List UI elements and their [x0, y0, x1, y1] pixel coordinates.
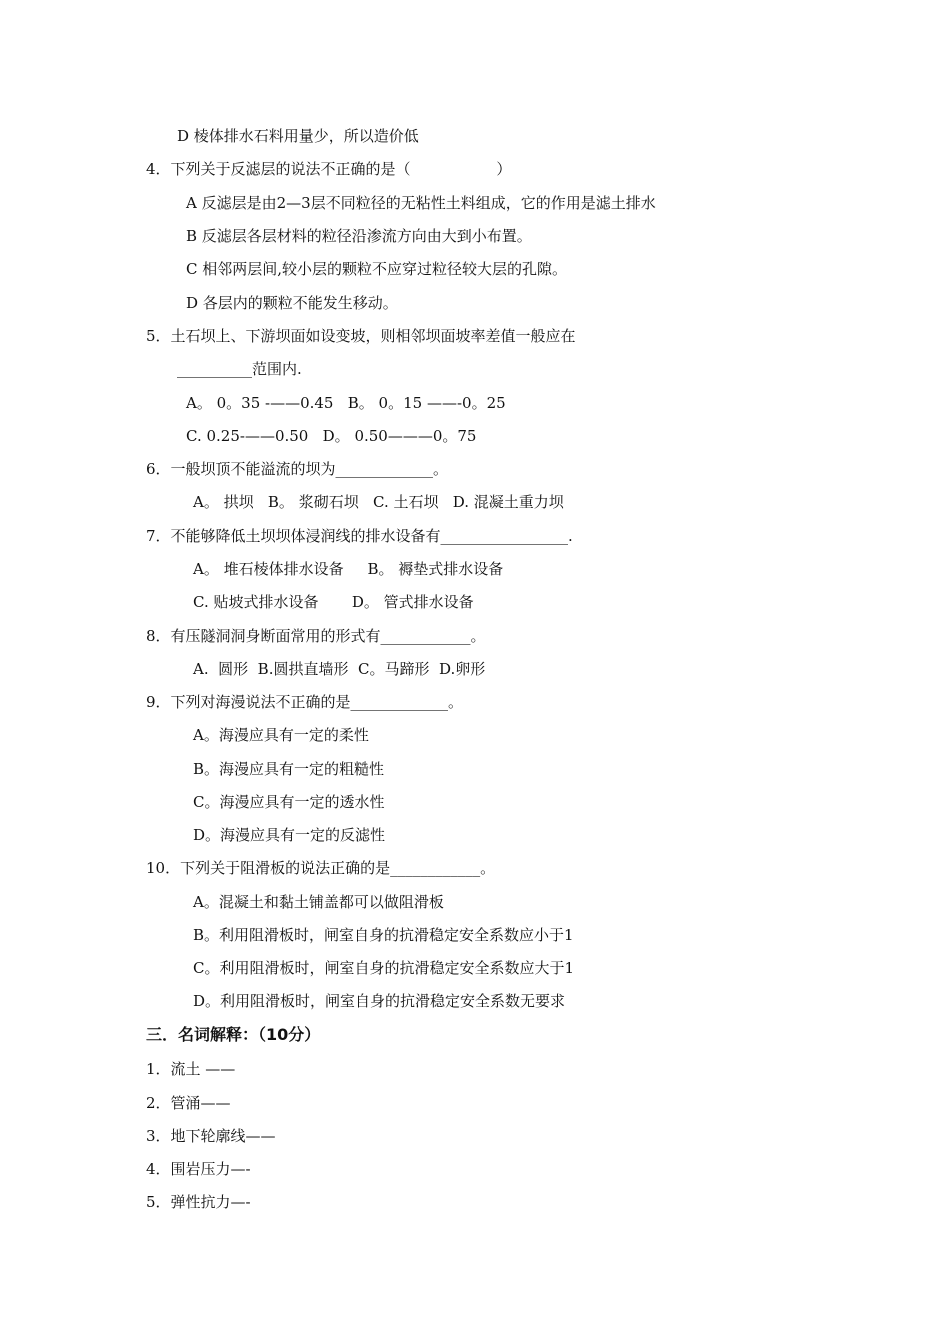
q5-options-cd: C. 0.25-——0.50 D。 0.50———0。75: [186, 427, 477, 445]
q5-options-ab: A。 0。35 -——0.45 B。 0。15 ——-0。25: [186, 394, 506, 412]
question-10: 10．下列关于阻滑板的说法正确的是____________。: [146, 859, 496, 877]
question-5-cont: __________范围内.: [177, 360, 302, 378]
term-3: 3．地下轮廓线——: [146, 1127, 276, 1145]
q10-option-b: B。利用阻滑板时，闸室自身的抗滑稳定安全系数应小于1: [193, 926, 574, 944]
q10-option-d: D。利用阻滑板时，闸室自身的抗滑稳定安全系数无要求: [193, 992, 566, 1010]
question-8: 8．有压隧洞洞身断面常用的形式有____________。: [146, 627, 486, 645]
q7-options-ab: A。 堆石棱体排水设备 B。 褥垫式排水设备: [193, 560, 504, 578]
q9-option-d: D。海漫应具有一定的反滤性: [193, 826, 386, 844]
q10-option-c: C。利用阻滑板时，闸室自身的抗滑稳定安全系数应大于1: [193, 959, 575, 977]
q4-option-c: C 相邻两层间,较小层的颗粒不应穿过粒径较大层的孔隙。: [186, 260, 568, 278]
q4-option-d: D 各层内的颗粒不能发生移动。: [186, 294, 398, 312]
q9-option-a: A。海漫应具有一定的柔性: [193, 726, 369, 744]
question-6: 6．一般坝顶不能溢流的坝为_____________。: [146, 460, 449, 478]
q3-option-d: D 棱体排水石料用量少，所以造价低: [177, 127, 419, 145]
question-7: 7．不能够降低土坝坝体浸润线的排水设备有_________________.: [146, 527, 573, 545]
term-1: 1．流土 ——: [146, 1060, 236, 1078]
section-heading: 三．名词解释：（10分）: [146, 1025, 321, 1044]
q9-option-b: B。海漫应具有一定的粗糙性: [193, 760, 385, 778]
q9-option-c: C。海漫应具有一定的透水性: [193, 793, 385, 811]
q4-option-b: B 反滤层各层材料的粒径沿渗流方向由大到小布置。: [186, 227, 532, 245]
q4-option-a: A 反滤层是由2—3层不同粒径的无粘性土料组成，它的作用是滤土排水: [186, 194, 656, 212]
term-4: 4．围岩压力—-: [146, 1160, 251, 1178]
term-5: 5．弹性抗力—-: [146, 1193, 251, 1211]
q7-options-cd: C. 贴坡式排水设备 D。 管式排水设备: [193, 593, 474, 611]
question-4: 4．下列关于反滤层的说法不正确的是（ ）: [146, 160, 512, 178]
q6-options: A。 拱坝 B。 浆砌石坝 C. 土石坝 D. 混凝土重力坝: [193, 493, 564, 511]
q8-options: A. 圆形 B.圆拱直墙形 C。马蹄形 D.卵形: [193, 660, 486, 678]
question-9: 9．下列对海漫说法不正确的是_____________。: [146, 693, 464, 711]
question-5: 5．土石坝上、下游坝面如设变坡，则相邻坝面坡率差值一般应在: [146, 327, 576, 345]
term-2: 2．管涌——: [146, 1094, 231, 1112]
q10-option-a: A。混凝土和黏土铺盖都可以做阻滑板: [193, 893, 444, 911]
